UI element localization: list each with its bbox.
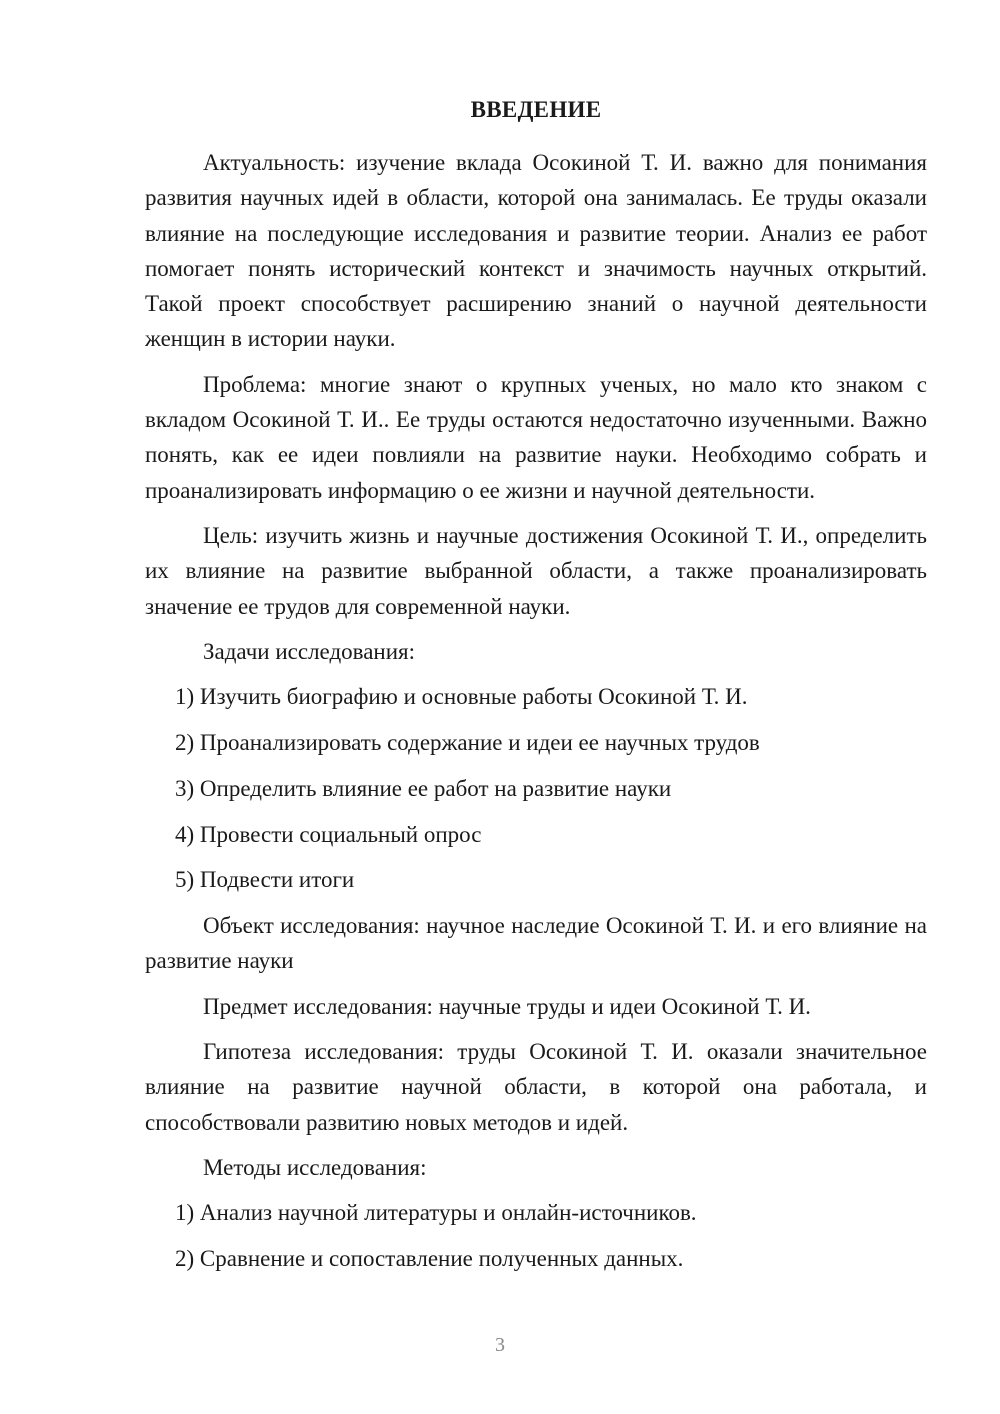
goal-paragraph: Цель: изучить жизнь и научные достижения Осокиной Т. И., определить их влияние на развитие выбранной области, а также проанализировать значение ее трудов для современной науки. — [145, 522, 927, 619]
page-number: 3 — [495, 1334, 505, 1356]
tasks-list — [145, 679, 927, 897]
problem-paragraph: Проблема: многие знают о крупных ученых, но мало кто знаком с вкладом Осокиной Т. И.. Ее труды остаются недостаточно изученными. Важно понять, как ее идеи повлияли на развитие науки. Необходимо собрать и проанализировать информацию о ее жизни и научной деятельности. — [145, 371, 927, 503]
relevance-paragraph: Актуальность: изучение вклада Осокиной Т. И. важно для понимания развития научных идей в области, которой она занималась. Ее труды оказали влияние на последующие исследования и развитие теории. Анализ ее работ помогает понять исторический контекст и значимость научных открытий. Такой проект способствует расширению знаний о научной деятельности женщин в истории науки. — [145, 150, 927, 352]
list-item: 3) Определить влияние ее работ на развитие науки — [175, 775, 672, 801]
subject-paragraph: Предмет исследования: научные труды и идеи Осокиной Т. И. — [203, 993, 811, 1019]
list-item: 1) Изучить биографию и основные работы Осокиной Т. И. — [175, 684, 748, 710]
list-item: 5) Подвести итоги — [175, 867, 355, 893]
document-page — [145, 95, 927, 1287]
object-paragraph: Объект исследования: научное наследие Осокиной Т. И. и его влияние на развитие науки — [145, 913, 927, 974]
methods-list — [145, 1195, 927, 1276]
list-item: 4) Провести социальный опрос — [175, 821, 482, 847]
list-item: 2) Проанализировать содержание и идеи ее научных трудов — [175, 729, 760, 755]
page-title: ВВЕДЕНИЕ — [470, 97, 602, 122]
hypothesis-paragraph: Гипотеза исследования: труды Осокиной Т. И. оказали значительное влияние на развитие научной области, в которой она работала, и способствовали развитию новых методов и идей. — [145, 1039, 927, 1135]
list-item: 1) Анализ научной литературы и онлайн-источников. — [175, 1200, 697, 1226]
list-item: 2) Сравнение и сопоставление полученных данных. — [175, 1246, 684, 1272]
methods-title: Методы исследования: — [203, 1154, 427, 1180]
tasks-title: Задачи исследования: — [203, 638, 416, 664]
